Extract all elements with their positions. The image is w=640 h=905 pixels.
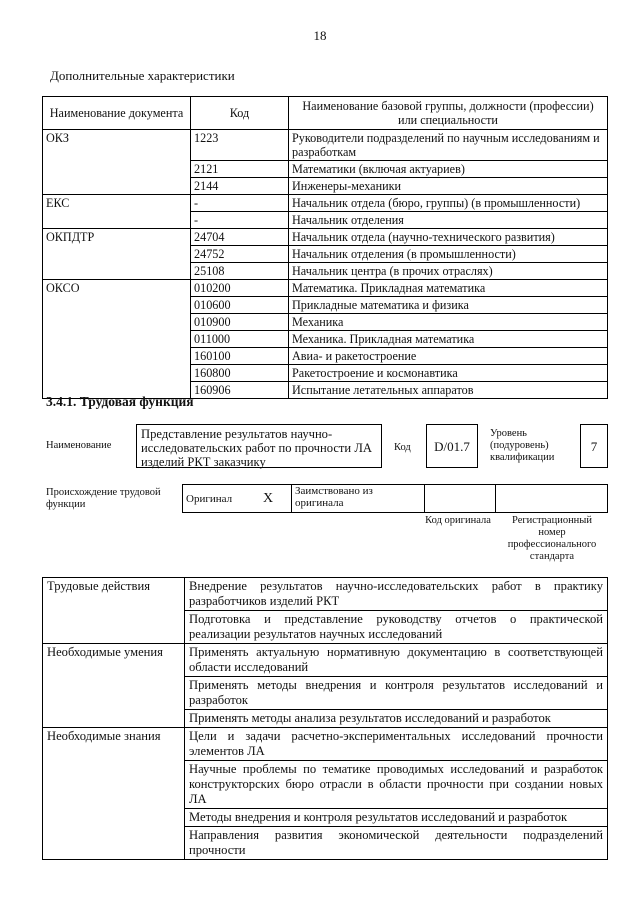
name-cell: Математика. Прикладная математика [289, 280, 608, 297]
reg-number-caption: Регистрационный номер профессионального стандарта [507, 515, 597, 562]
code-original-cell [425, 485, 496, 513]
code-cell: 2121 [191, 161, 289, 178]
origin-label: Происхождение трудовой функции [46, 487, 161, 510]
name-cell: Руководители подразделений по научным исследованиям и разработкам [289, 130, 608, 161]
duty-category-cell: Трудовые действия [43, 578, 185, 644]
duty-category-cell: Необходимые умения [43, 644, 185, 728]
doc-cell: ОКСО [43, 280, 191, 399]
function-heading: 3.4.1. Трудовая функция [46, 394, 194, 409]
doc-cell: ЕКС [43, 195, 191, 229]
code-cell: 24704 [191, 229, 289, 246]
duty-item-cell: Направления развития экономической деятельности подразделений прочности [185, 827, 608, 860]
header-name: Наименование базовой группы, должности (профессии) или специальности [289, 97, 608, 130]
code-cell: 24752 [191, 246, 289, 263]
duty-item-cell: Методы внедрения и контроля результатов исследований и разработок [185, 809, 608, 827]
duty-item-cell: Подготовка и представление руководству отчетов о практической реализации результатов научных исследований [185, 611, 608, 644]
duty-item-cell: Внедрение результатов научно-исследовательских работ в практику разработчиков изделий РКТ [185, 578, 608, 611]
name-cell: Ракетостроение и космонавтика [289, 365, 608, 382]
section-title: Дополнительные характеристики [50, 68, 235, 83]
code-cell: 010600 [191, 297, 289, 314]
name-cell: Начальник отдела (бюро, группы) (в промышленности) [289, 195, 608, 212]
name-cell: Начальник отделения (в промышленности) [289, 246, 608, 263]
code-cell: 010900 [191, 314, 289, 331]
code-cell: 160906 [191, 382, 289, 399]
duty-row [43, 728, 608, 761]
code-cell: 160800 [191, 365, 289, 382]
name-cell: Механика [289, 314, 608, 331]
duty-item-cell: Цели и задачи расчетно-экспериментальных исследований прочности элементов ЛА [185, 728, 608, 761]
code-cell: 011000 [191, 331, 289, 348]
original-label: Оригинал [183, 485, 246, 513]
page-number: 18 [313, 28, 327, 43]
duty-item-cell: Применять методы анализа результатов исследований и разработок [185, 710, 608, 728]
table-row [43, 229, 608, 246]
name-cell: Испытание летательных аппаратов [289, 382, 608, 399]
function-name-value: Представление результатов научно-исследовательских работ по прочности ЛА изделий РКТ заказчику [136, 424, 382, 468]
duty-row [43, 644, 608, 677]
characteristics-table [42, 96, 608, 399]
level-label: Уровень (подуровень) квалификации [490, 428, 555, 463]
origin-table [182, 484, 608, 513]
code-original-caption: Код оригинала [425, 515, 491, 526]
name-cell: Авиа- и ракетостроение [289, 348, 608, 365]
name-cell: Начальник отделения [289, 212, 608, 229]
duty-item-cell: Применять методы внедрения и контроля результатов исследований и разработок [185, 677, 608, 710]
name-cell: Математики (включая актуариев) [289, 161, 608, 178]
doc-cell: ОКПДТР [43, 229, 191, 280]
code-cell: 25108 [191, 263, 289, 280]
code-label: Код [394, 442, 411, 453]
code-cell: 2144 [191, 178, 289, 195]
name-cell: Начальник отдела (научно-технического развития) [289, 229, 608, 246]
code-cell: 010200 [191, 280, 289, 297]
code-cell: 1223 [191, 130, 289, 161]
name-cell: Инженеры-механики [289, 178, 608, 195]
code-cell: - [191, 195, 289, 212]
original-mark: X [245, 485, 292, 513]
header-code: Код [191, 97, 289, 130]
duty-item-cell: Научные проблемы по тематике проводимых исследований и разработок конструкторских бюро отрасли в области прочности при создании новых ЛА [185, 761, 608, 809]
name-cell: Механика. Прикладная математика [289, 331, 608, 348]
name-cell: Прикладные математика и физика [289, 297, 608, 314]
name-cell: Начальник центра (в прочих отраслях) [289, 263, 608, 280]
duties-table [42, 577, 608, 860]
reg-number-cell [496, 485, 608, 513]
name-label: Наименование [46, 440, 112, 451]
doc-cell: ОКЗ [43, 130, 191, 195]
code-value: D/01.7 [426, 424, 478, 468]
table-header-row [43, 97, 608, 130]
code-cell: - [191, 212, 289, 229]
duty-item-cell: Применять актуальную нормативную документацию в соответствующей области исследований [185, 644, 608, 677]
table-row [43, 130, 608, 161]
level-value: 7 [580, 424, 608, 468]
header-doc: Наименование документа [43, 97, 191, 130]
table-row [43, 280, 608, 297]
table-row [43, 195, 608, 212]
duty-row [43, 578, 608, 611]
duty-category-cell: Необходимые знания [43, 728, 185, 860]
borrowed-label: Заимствовано из оригинала [292, 485, 425, 513]
code-cell: 160100 [191, 348, 289, 365]
